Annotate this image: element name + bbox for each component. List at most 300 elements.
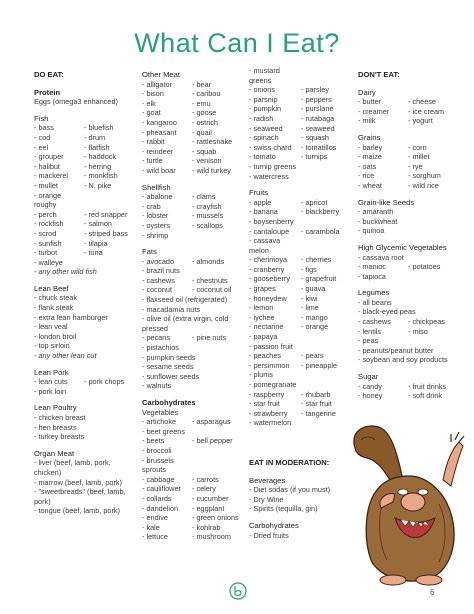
list-item-left: - lentils [358, 326, 382, 336]
list-item [34, 143, 134, 153]
shellfish-list [142, 192, 242, 240]
glycemic-header: High Glycemic Vegetables [358, 242, 447, 252]
list-item-left: - seaweed [249, 123, 283, 133]
list-item-right: - N. pike [84, 180, 112, 190]
list-item: - hen breasts [34, 422, 77, 432]
list-item: - london broil [34, 331, 77, 341]
list-item-right: - goose [192, 108, 217, 118]
list-item [142, 523, 242, 533]
sugar-header: Sugar [358, 372, 379, 382]
beef-header: Lean Beef [34, 283, 69, 293]
list-item-right: - potatoes [408, 262, 441, 272]
list-item-right: - herring [84, 161, 112, 171]
list-item: - liver (beef, lamb, pork, chicken) [34, 458, 111, 477]
list-item-right: - celery [192, 484, 216, 494]
list-item: - Dry Wine [249, 494, 284, 504]
list-item-left: - cassava melon [249, 236, 281, 255]
beverages-header: Beverages [249, 475, 286, 485]
list-item-right [301, 370, 353, 380]
list-item-right: - pineapple [301, 360, 338, 370]
list-item-left: - apple [249, 197, 272, 207]
list-item [142, 513, 242, 523]
list-item-left: - pomegranate [249, 380, 297, 389]
list-item-left: - wheat [358, 180, 382, 190]
fish-other-item: - any other wild fish [34, 267, 97, 277]
list-item [249, 351, 353, 361]
list-item-right: - apricot [301, 197, 328, 207]
dairy-header: Dairy [358, 87, 376, 97]
list-item [34, 162, 134, 172]
glycemic-list [358, 253, 458, 282]
list-item-right: - mussels [192, 211, 224, 221]
list-item-left: - brazil nuts [142, 266, 180, 276]
list-item-left: - grouper [34, 152, 64, 162]
list-item-left: - rabbit [142, 137, 165, 147]
list-item: - pistachios [142, 343, 179, 353]
organ-list [34, 458, 134, 516]
list-item-left: - plums [249, 370, 273, 380]
legumes-list-b [358, 317, 458, 336]
list-item-right [192, 456, 242, 475]
list-item [142, 446, 242, 456]
list-item-right: - mango [301, 312, 328, 322]
list-item-right: - drum [84, 132, 106, 142]
grains-header: Grains [358, 132, 381, 142]
list-item-right: - figs [301, 264, 317, 274]
list-item-right: - soft drink [408, 391, 443, 401]
list-item [249, 409, 353, 419]
list-item-left: - pork loin [34, 386, 67, 396]
list-item [249, 152, 353, 162]
list-item-right: - yogurt [408, 116, 433, 126]
list-item [34, 171, 134, 181]
list-item-left: - cherimoya [249, 255, 288, 265]
list-item-right [84, 258, 134, 268]
page-title: What Can I Eat? [134, 28, 340, 58]
list-item-left: - crab [142, 201, 161, 211]
list-item [34, 152, 134, 162]
list-item-right: - chickpeas [408, 317, 445, 327]
list-item: - chuck steak [34, 293, 77, 303]
list-item-left: - mackerel [34, 171, 69, 181]
list-item [249, 265, 353, 275]
list-item-left: - dandelion [142, 503, 179, 513]
list-item: - turkey breasts [34, 432, 85, 442]
list-item-left: - cauliflower [142, 484, 181, 494]
list-item-left: - shrimp [142, 230, 169, 240]
list-item-right: - kohlrab [192, 522, 221, 532]
list-item: - olive oil (extra virgin, cold pressed [142, 314, 229, 333]
list-item [34, 133, 134, 143]
list-item-right: - miso [408, 326, 428, 336]
list-item [142, 276, 242, 286]
list-item-left: - rice [358, 171, 375, 181]
list-item-left: - goat [142, 108, 161, 118]
list-item-left: - cabbage [142, 474, 175, 484]
list-item [142, 166, 242, 176]
grainlike-header: Grain-like Seeds [358, 197, 415, 207]
list-item-left: - parsnip [249, 94, 278, 104]
list-item [249, 303, 353, 313]
list-item-right [301, 332, 353, 342]
list-item [142, 417, 242, 427]
legumes-header: Legumes [358, 288, 390, 298]
list-item-left: - abalone [142, 192, 173, 202]
list-item-left: - orange roughy [34, 190, 62, 210]
legumes-list-a [358, 298, 458, 317]
list-item-right [301, 342, 353, 352]
list-item-left: - beets [142, 436, 165, 446]
list-item [249, 207, 353, 217]
list-item-right: - emu [192, 98, 211, 108]
protein-header: Protein [34, 87, 61, 97]
list-item [358, 327, 458, 337]
list-item [142, 192, 242, 202]
list-item-left: - nectarine [249, 322, 284, 332]
list-item-right: - blackberry [301, 207, 340, 217]
list-item-left: - beet greens [142, 426, 185, 436]
list-item-left: - bass [34, 123, 54, 133]
list-item-right: - cherries [301, 255, 332, 265]
list-item-right [192, 427, 242, 437]
list-item [142, 156, 242, 166]
list-item-left: - spinach [249, 133, 279, 143]
list-item-right: - salmon [84, 219, 112, 229]
list-item: - all beans [358, 297, 392, 307]
list-item-right: - rattlesnake [192, 137, 233, 147]
list-item-left: - oysters [142, 220, 170, 230]
list-item: - top sirloin [34, 341, 70, 351]
list-item-right: - fruit drinks [408, 381, 447, 391]
list-item [249, 227, 353, 237]
list-item-right: - asparagus [192, 417, 231, 427]
list-item [142, 137, 242, 147]
list-item-left: - banana [249, 207, 278, 217]
logo-icon [229, 582, 247, 600]
list-item-left: - lean cuts [34, 377, 68, 387]
list-item-right: - tangerine [301, 408, 336, 418]
list-item [249, 172, 353, 182]
list-item [358, 317, 458, 327]
list-item [142, 436, 242, 446]
list-item [34, 377, 134, 387]
list-item-left: - pheasant [142, 127, 177, 137]
list-item: - "sweetbreads" (beef, lamb, pork) [34, 487, 126, 506]
list-item-right [192, 446, 242, 456]
beverages-list [249, 485, 349, 514]
do-eat-header: DO EAT: [34, 70, 64, 79]
list-item [358, 152, 458, 162]
list-item-left: - lychee [249, 312, 275, 322]
list-item [358, 143, 458, 153]
list-item-right: - peppers [301, 94, 332, 104]
list-item-left: - swiss chard [249, 142, 292, 152]
list-item-left: - strawberry [249, 408, 288, 418]
list-item-right [192, 266, 242, 276]
moderation-carbs-list [249, 531, 349, 541]
vegetables-list [142, 417, 242, 542]
list-item: - walnuts [142, 381, 172, 391]
list-item: - soybean and soy products [358, 355, 448, 365]
list-item: - pumpkin seeds [142, 352, 196, 362]
list-item: - extra lean hamburger [34, 312, 108, 322]
list-item-left: - watermelon [249, 418, 292, 428]
list-item-left: - pumpkin [249, 104, 282, 114]
list-item: - amaranth [358, 207, 394, 217]
list-item-left: - turbot [34, 248, 58, 258]
list-item-right: - flatfish [84, 142, 110, 152]
list-item [358, 253, 458, 263]
list-item-right: - green onions [192, 513, 239, 523]
list-item-right: - almonds [192, 256, 225, 266]
list-item [249, 399, 353, 409]
list-item [142, 475, 242, 485]
list-item [249, 85, 353, 95]
list-item [142, 221, 242, 231]
list-item-right: - coconut oil [192, 285, 232, 295]
list-item-left: - boysenberry [249, 216, 294, 226]
list-item [249, 114, 353, 124]
list-item-right: - purslane [301, 104, 334, 114]
list-item [142, 128, 242, 138]
grainlike-list [358, 207, 458, 236]
list-item-right [301, 162, 353, 172]
list-item-right [301, 217, 353, 227]
list-item-left: - papaya [249, 332, 278, 342]
dairy-list [358, 97, 458, 126]
list-item-right: - grapefruit [301, 274, 337, 284]
list-item-left: - sunfish [34, 238, 62, 248]
list-item [249, 342, 353, 352]
list-item [358, 162, 458, 172]
list-item-left: - candy [358, 381, 382, 391]
list-item-left: - cod [34, 132, 51, 142]
list-item: - Dried fruits [249, 530, 289, 540]
list-item-left: - maize [358, 152, 382, 162]
list-item-right: - squab [192, 146, 217, 156]
list-item [358, 171, 458, 181]
list-item-right: - tilapia [84, 238, 108, 248]
list-item-left: - tapioca [358, 271, 386, 281]
list-item-left: - artichoke [142, 417, 177, 427]
list-item-right: - haddock [84, 152, 117, 162]
list-item-right: - venison [192, 156, 222, 166]
list-item [358, 181, 458, 191]
list-item [358, 97, 458, 107]
list-item-right: - bluefish [84, 123, 114, 133]
list-item-left: - walleye [34, 257, 63, 267]
list-item [249, 255, 353, 265]
list-item [142, 266, 242, 276]
moderation-header: EAT IN MODERATION: [249, 458, 330, 467]
grains-list [358, 143, 458, 191]
list-item-left: - elk [142, 98, 156, 108]
page-number: 6 [430, 588, 435, 597]
list-item-right: - ice cream [408, 106, 445, 116]
list-item-left: - turtle [142, 156, 163, 166]
list-item-right: - squash [301, 133, 329, 143]
list-item [249, 274, 353, 284]
list-item-right: - wild turkey [192, 165, 231, 175]
list-item [358, 116, 458, 126]
list-item [249, 104, 353, 114]
list-item-left: - alligator [142, 79, 173, 89]
list-item-left: - oats [358, 161, 377, 171]
list-item-right: - monkfish [84, 171, 118, 181]
list-item-left: - lobster [142, 211, 169, 221]
list-item [142, 147, 242, 157]
other-meat-list [142, 80, 242, 176]
list-item-left: - cantaloupe [249, 226, 290, 236]
list-item-right: - ostrich [192, 117, 218, 127]
list-item [249, 124, 353, 134]
list-item-right: - star fruit [301, 399, 332, 409]
list-item-right [301, 172, 353, 182]
list-item-left: - perch [34, 209, 57, 219]
list-item-left: - milk [358, 116, 376, 126]
list-item-right: - pears [301, 351, 324, 361]
list-item-right: - corn [408, 142, 427, 152]
list-item-left: - broccoli [142, 445, 172, 455]
list-item [142, 427, 242, 437]
caveman-illustration [347, 420, 465, 588]
list-item-right: - sorghum [408, 171, 441, 181]
list-item-right: - red snapper [84, 209, 128, 219]
organ-header: Organ Meat [34, 448, 75, 458]
list-item-left: - collards [142, 493, 172, 503]
list-item [249, 162, 353, 172]
list-item-left: - kangaroo [142, 117, 177, 127]
list-item: - peas [358, 336, 379, 346]
list-item [142, 532, 242, 542]
list-item-left: - brussels sprouts [142, 455, 174, 475]
column-dont-eat [358, 70, 458, 401]
list-item-right: - guava [301, 284, 326, 294]
list-item: - quinoa [358, 226, 385, 236]
list-item-right: - cucumber [192, 493, 229, 503]
list-item [34, 229, 134, 239]
fish-header: Fish [34, 113, 49, 123]
fats-list-b [142, 295, 242, 333]
list-item [142, 89, 242, 99]
list-item-left: - gooseberry [249, 274, 290, 284]
list-item [34, 191, 134, 210]
list-item-right: - kiwi [301, 293, 318, 303]
pork-header: Lean Pork [34, 367, 69, 377]
list-item: - tongue (beef, lamb, pork) [34, 506, 120, 516]
list-item-left: - star fruit [249, 399, 280, 409]
list-item: - flank steak [34, 303, 74, 313]
list-item-right: - millet [408, 152, 430, 162]
list-item-right: - crayfish [192, 201, 222, 211]
list-item-left: - peaches [249, 351, 282, 361]
eat-in-moderation-section [249, 458, 349, 540]
list-item [249, 95, 353, 105]
list-item-left: - barley [358, 142, 383, 152]
list-item-right [408, 272, 458, 282]
list-item [34, 219, 134, 229]
list-item [142, 118, 242, 128]
poultry-header: Lean Poultry [34, 403, 77, 413]
list-item: - chicken breast [34, 413, 86, 422]
list-item [249, 418, 353, 428]
list-item [142, 285, 242, 295]
list-item-right: - tuna [84, 248, 103, 258]
list-item-left: - radish [249, 113, 274, 123]
list-item-right [84, 191, 134, 210]
moderation-carbs-header: Carbohydrates [249, 520, 299, 530]
column-do-eat-protein [34, 70, 134, 516]
list-item-left: - scrod [34, 228, 57, 238]
fats-header: Fats [142, 247, 157, 257]
list-item-left: - mullet [34, 180, 58, 190]
list-item-left: - cranberry [249, 264, 285, 274]
list-item [249, 143, 353, 153]
list-item-left: - cashews [358, 317, 391, 327]
list-item [142, 231, 242, 241]
dont-eat-header: DON'T EAT: [358, 70, 400, 79]
list-item-right: - mushroom [192, 532, 231, 542]
list-item-left: - persimmon [249, 360, 290, 370]
list-item [249, 380, 353, 390]
list-item: - peanuts/peanut butter [358, 345, 434, 355]
list-item [34, 181, 134, 191]
list-item-right: - carambola [301, 226, 340, 236]
list-item-right: - rutabaga [301, 113, 335, 123]
list-item-left: - passion fruit [249, 341, 293, 351]
list-item-left: - butter [358, 97, 382, 107]
list-item-left: - mustard greens [249, 66, 280, 85]
list-item-right: - lime [301, 303, 319, 313]
list-item [358, 272, 458, 282]
list-item-right: - scallops [192, 220, 223, 230]
list-item-right: - quail [192, 127, 212, 137]
list-item: - sunflower seeds [142, 371, 200, 381]
list-item-left: - honeydew [249, 293, 287, 303]
list-item [249, 390, 353, 400]
list-item [142, 484, 242, 494]
list-item [142, 211, 242, 221]
list-item-left: - grapes [249, 284, 276, 294]
list-item: - flaxseed oil (refrigerated) [142, 295, 228, 305]
list-item: - black-eyed peas [358, 307, 416, 317]
other-meat-header: Other Meat [142, 70, 180, 79]
list-item-right [301, 380, 353, 390]
vegetables-cont-list [249, 66, 353, 181]
list-item [142, 202, 242, 212]
list-item-left: - tomato [249, 152, 276, 162]
list-item-left: - avocado [142, 256, 175, 266]
list-item: - macadamia nuts [142, 304, 200, 314]
fats-list-a [142, 257, 242, 295]
list-item [249, 361, 353, 371]
list-item: - sesame seeds [142, 362, 194, 372]
list-item [249, 133, 353, 143]
list-item [142, 494, 242, 504]
list-item [142, 456, 242, 475]
list-item-left: - rockfish [34, 219, 64, 229]
list-item-left: - wild boar [142, 165, 176, 175]
list-item [249, 294, 353, 304]
list-item-right: - rhubarb [301, 389, 331, 399]
sugar-list [358, 382, 458, 401]
list-item-left: - pecans [142, 333, 170, 343]
list-item [142, 108, 242, 118]
list-item-right: - wild rice [408, 180, 439, 190]
list-item-right: - pork chops [84, 377, 125, 387]
list-item-right: - parsley [301, 85, 329, 95]
column-other-meat [142, 70, 242, 542]
